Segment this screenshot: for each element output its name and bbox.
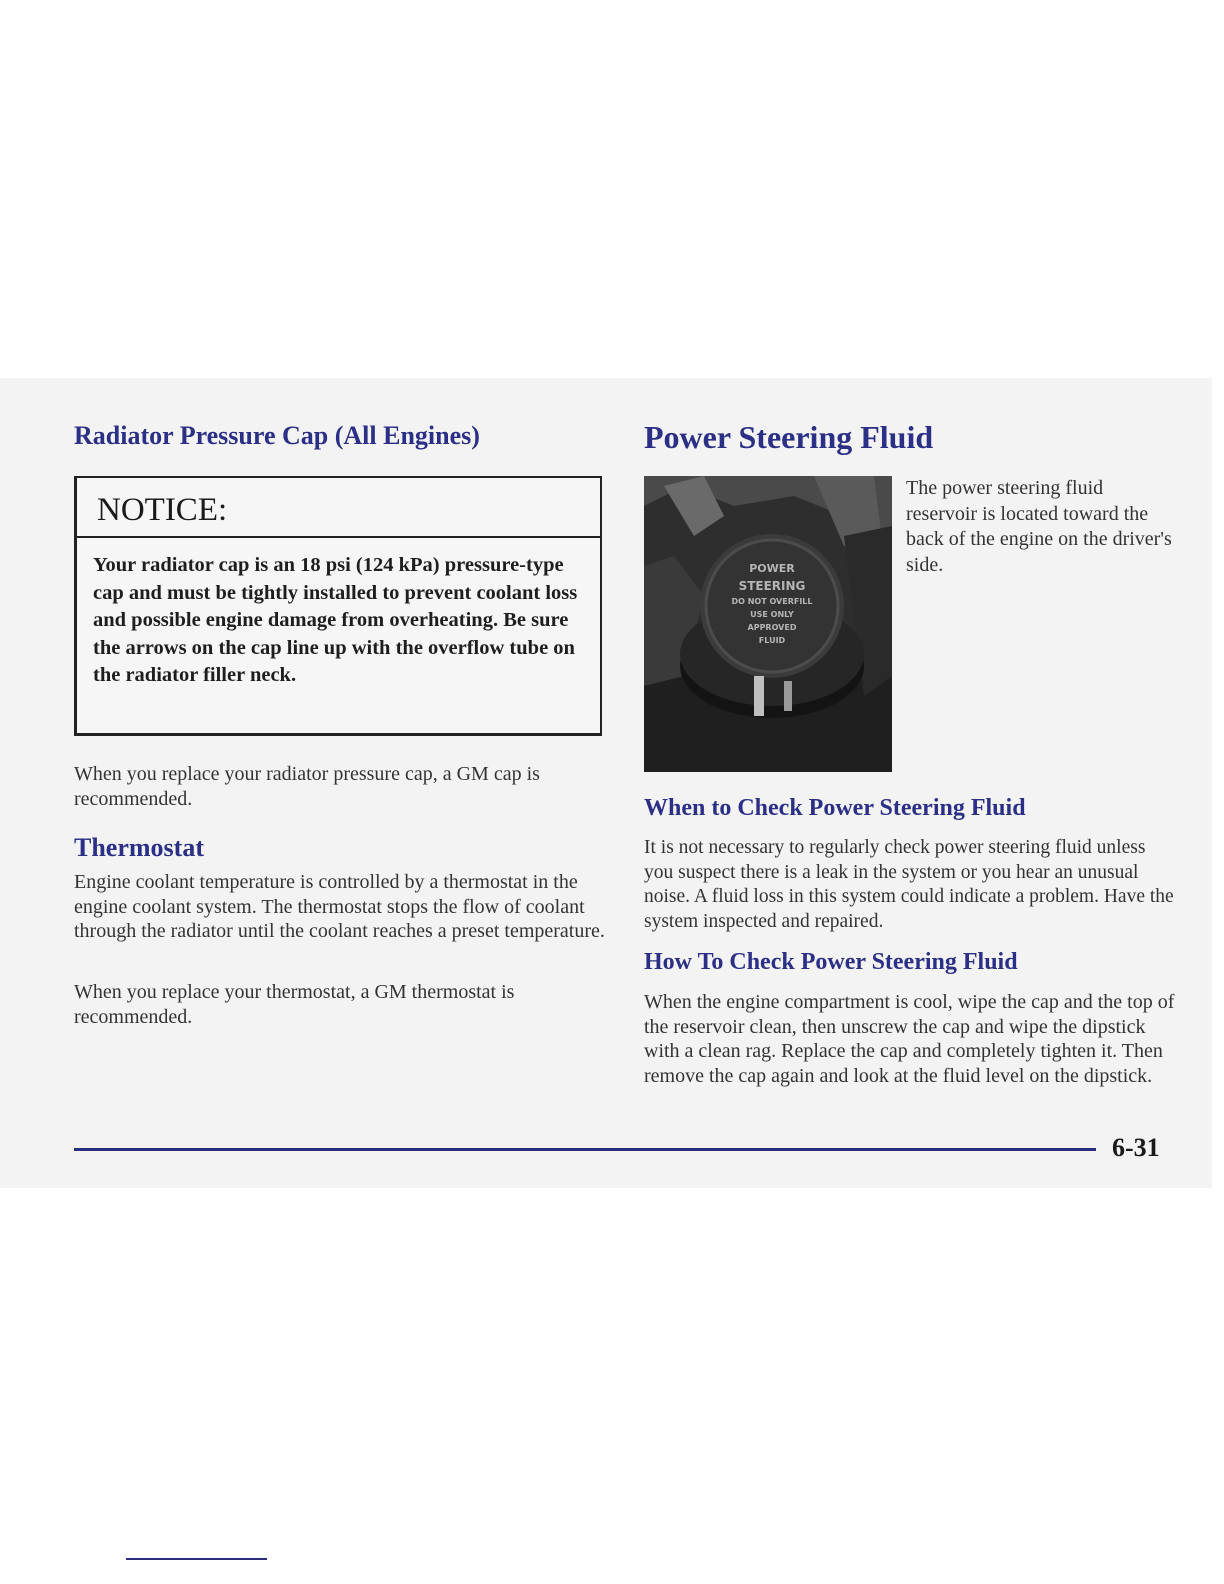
how-to-check-heading: How To Check Power Steering Fluid bbox=[644, 949, 1018, 975]
when-to-check-text: It is not necessary to regularly check power steering fluid unless you suspect there is a leak in the system or you hear an unusual noise. A fluid loss in this system could indicate a problem. Have the system inspected and repaired. bbox=[644, 837, 1174, 932]
thermostat-paragraph-1: Engine coolant temperature is controlled by a thermostat in the engine coolant system. The thermostat stops the flow of coolant through the radiator until the coolant reaches a preset temperature. bbox=[74, 871, 605, 942]
notice-box bbox=[74, 476, 602, 736]
radiator-cap-heading: Radiator Pressure Cap (All Engines) bbox=[74, 421, 480, 450]
right-column bbox=[644, 418, 1176, 1087]
footer-rule bbox=[74, 1148, 1096, 1151]
left-column bbox=[74, 420, 606, 1028]
cap-label-line-5: APPROVED bbox=[747, 623, 797, 632]
bottom-rule bbox=[126, 1558, 267, 1560]
reservoir-illustration bbox=[644, 476, 892, 772]
cap-label-line-4: USE ONLY bbox=[750, 610, 794, 619]
cap-label-line-3: DO NOT OVERFILL bbox=[731, 597, 813, 606]
thermostat-paragraph-2: When you replace your thermostat, a GM thermostat is recommended. bbox=[74, 981, 515, 1028]
thermostat-heading: Thermostat bbox=[74, 833, 204, 862]
how-to-check-text: When the engine compartment is cool, wipe the cap and the top of the reservoir clean, then unscrew the cap and wipe the dipstick with a clean rag. Replace the cap and completely tighten it. Then remove the cap again and look at the fluid level on the dipstick. bbox=[644, 991, 1175, 1087]
when-to-check-heading: When to Check Power Steering Fluid bbox=[644, 795, 1026, 821]
power-steering-heading: Power Steering Fluid bbox=[644, 419, 934, 455]
cap-label-line-2: STEERING bbox=[738, 579, 806, 593]
notice-body: Your radiator cap is an 18 psi (124 kPa) pressure-type cap and must be tightly installed to prevent coolant loss and possible engine damage from overheating. Be sure the arrows on the cap line up with the overflow tube on the radiator filler neck. bbox=[93, 554, 578, 686]
replace-cap-text: When you replace your radiator pressure cap, a GM cap is recommended. bbox=[74, 763, 540, 810]
page-number: 6-31 bbox=[1112, 1133, 1160, 1162]
reservoir-location-text: The power steering fluid reservoir is located toward the back of the engine on the driver's side. bbox=[906, 477, 1172, 576]
notice-title: NOTICE: bbox=[77, 478, 600, 538]
cap-label-line-6: FLUID bbox=[758, 636, 786, 645]
power-steering-reservoir-photo bbox=[644, 476, 892, 772]
cap-label-line-1: POWER bbox=[749, 562, 795, 575]
